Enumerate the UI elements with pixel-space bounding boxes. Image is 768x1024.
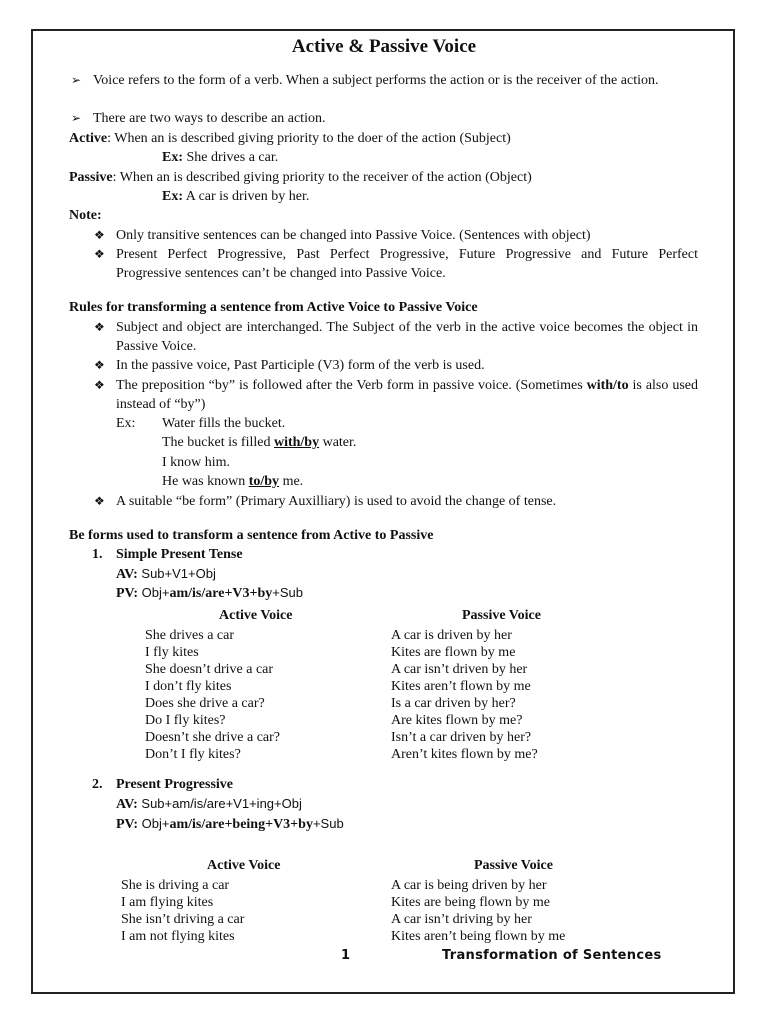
section-2-passive-header: Passive Voice bbox=[474, 858, 553, 873]
section-1-number: 1. bbox=[92, 547, 103, 562]
section-2-av bbox=[116, 795, 302, 813]
rules-example-2-bold: with/by bbox=[273, 435, 320, 450]
note-item-1: Only transitive sentences can be changed into Passive Voice. (Sentences with object) bbox=[116, 228, 591, 243]
active-label: Active bbox=[69, 131, 108, 146]
table-row-active: Do I fly kites? bbox=[145, 713, 226, 728]
pv-bold: am/is/are+V3+by bbox=[169, 586, 273, 601]
active-text: : When an is described giving priority to the doer of the action (Subject) bbox=[107, 131, 511, 146]
intro-bullet-2: There are two ways to describe an action. bbox=[93, 111, 326, 126]
rules-item-3 bbox=[116, 376, 698, 414]
table-row-passive: A car isn’t driven by her bbox=[391, 662, 528, 677]
section-1-name: Simple Present Tense bbox=[116, 547, 243, 562]
section-1-av bbox=[116, 565, 216, 583]
rules-item-4: A suitable “be form” (Primary Auxilliary) is used to avoid the change of tense. bbox=[116, 494, 557, 509]
table-row-passive: A car is driven by her bbox=[391, 628, 512, 643]
note-item-2: Present Perfect Progressive, Past Perfect Progressive, Future Progressive and Future Perfect Progressive sentences can’t be changed into Passive Voice. bbox=[116, 247, 698, 281]
be-forms-heading: Be forms used to transform a sentence from Active to Passive bbox=[69, 528, 434, 543]
table-row-passive: Isn’t a car driven by her? bbox=[391, 730, 532, 745]
rules-item-1: Subject and object are interchanged. The Subject of the verb in the active voice becomes the object in Passive Voice. bbox=[116, 320, 698, 354]
table-row-active: I am not flying kites bbox=[121, 929, 235, 944]
table-row-active: I am flying kites bbox=[121, 895, 214, 910]
table-row-active: Does she drive a car? bbox=[145, 696, 265, 711]
footer-title: Transformation of Sentences bbox=[442, 948, 662, 963]
section-2-active-header: Active Voice bbox=[207, 858, 281, 873]
rules-example-2-end: water. bbox=[319, 435, 357, 450]
section-1-active-header: Active Voice bbox=[219, 608, 293, 623]
rules-item-3-text-end: is also used instead of “by”) bbox=[116, 378, 698, 412]
diamond-bullet-icon: ❖ bbox=[94, 378, 105, 392]
diamond-bullet-icon: ❖ bbox=[94, 358, 105, 372]
rules-example-4-text: He was known bbox=[162, 474, 249, 489]
table-row-active: Don’t I fly kites? bbox=[145, 747, 241, 762]
table-row-active: I don’t fly kites bbox=[145, 679, 232, 694]
table-row-passive: Kites aren’t being flown by me bbox=[391, 929, 566, 944]
active-example bbox=[162, 149, 278, 166]
passive-definition bbox=[69, 169, 532, 186]
section-2-pv bbox=[116, 815, 344, 833]
pv-pre: Obj+ bbox=[138, 816, 170, 831]
section-1-passive-header: Passive Voice bbox=[462, 608, 541, 623]
note-label: Note: bbox=[69, 208, 102, 223]
rules-item-3-bold: with/to bbox=[586, 378, 629, 393]
rules-item-3-text: The preposition “by” is followed after the Verb form in passive voice. (Sometimes bbox=[116, 378, 587, 393]
table-row-passive: Kites are being flown by me bbox=[391, 895, 551, 910]
rules-example-3: I know him. bbox=[162, 455, 231, 470]
arrow-bullet-icon: ➢ bbox=[71, 73, 82, 87]
pv-post: +Sub bbox=[312, 816, 344, 831]
table-row-active: I fly kites bbox=[145, 645, 199, 660]
table-row-active: She doesn’t drive a car bbox=[145, 662, 274, 677]
passive-ex-text: A car is driven by her. bbox=[183, 189, 310, 204]
table-row-active: She isn’t driving a car bbox=[121, 912, 245, 927]
pv-label: PV: bbox=[116, 817, 139, 832]
active-definition bbox=[69, 130, 511, 147]
av-label: AV: bbox=[116, 797, 138, 812]
intro-bullet-1: Voice refers to the form of a verb. When a subject performs the action or is the receiver of the action. bbox=[93, 73, 659, 88]
section-2-name: Present Progressive bbox=[116, 777, 234, 792]
rules-example-4 bbox=[162, 473, 303, 490]
rules-example-4-end: me. bbox=[279, 474, 304, 489]
rules-example-1: Water fills the bucket. bbox=[162, 416, 286, 431]
av-formula: Sub+V1+Obj bbox=[137, 566, 216, 581]
pv-pre: Obj+ bbox=[138, 585, 170, 600]
table-row-active: Doesn’t she drive a car? bbox=[145, 730, 281, 745]
passive-label: Passive bbox=[69, 170, 113, 185]
diamond-bullet-icon: ❖ bbox=[94, 320, 105, 334]
rules-example-4-bold: to/by bbox=[248, 474, 280, 489]
section-2-number: 2. bbox=[92, 777, 103, 792]
table-row-passive: A car is being driven by her bbox=[391, 878, 547, 893]
table-row-passive: A car isn’t driving by her bbox=[391, 912, 532, 927]
diamond-bullet-icon: ❖ bbox=[94, 247, 105, 261]
av-label: AV: bbox=[116, 567, 138, 582]
table-row-passive: Aren’t kites flown by me? bbox=[391, 747, 538, 762]
table-row-active: She is driving a car bbox=[121, 878, 230, 893]
passive-example bbox=[162, 188, 309, 205]
table-row-passive: Is a car driven by her? bbox=[391, 696, 516, 711]
passive-ex-label: Ex: bbox=[162, 189, 183, 204]
pv-bold: am/is/are+being+V3+by bbox=[169, 817, 313, 832]
active-ex-label: Ex: bbox=[162, 150, 183, 165]
active-ex-text: She drives a car. bbox=[183, 150, 279, 165]
table-row-active: She drives a car bbox=[145, 628, 235, 643]
rules-heading: Rules for transforming a sentence from Active Voice to Passive Voice bbox=[69, 300, 478, 315]
table-row-passive: Kites aren’t flown by me bbox=[391, 679, 531, 694]
pv-label: PV: bbox=[116, 586, 139, 601]
rules-example-2 bbox=[162, 434, 356, 451]
section-1-pv bbox=[116, 584, 303, 602]
passive-text: : When an is described giving priority to the receiver of the action (Object) bbox=[112, 170, 532, 185]
page-title: Active & Passive Voice bbox=[291, 36, 477, 57]
table-row-passive: Are kites flown by me? bbox=[391, 713, 523, 728]
pv-post: +Sub bbox=[272, 585, 304, 600]
rules-example-2-text: The bucket is filled bbox=[162, 435, 274, 450]
table-row-passive: Kites are flown by me bbox=[391, 645, 516, 660]
rules-item-2: In the passive voice, Past Participle (V3) form of the verb is used. bbox=[116, 358, 485, 373]
arrow-bullet-icon: ➢ bbox=[71, 111, 82, 125]
diamond-bullet-icon: ❖ bbox=[94, 494, 105, 508]
rules-ex-label: Ex: bbox=[116, 416, 136, 431]
av-formula: Sub+am/is/are+V1+ing+Obj bbox=[137, 796, 302, 811]
page-number: 1 bbox=[341, 948, 351, 963]
diamond-bullet-icon: ❖ bbox=[94, 228, 105, 242]
